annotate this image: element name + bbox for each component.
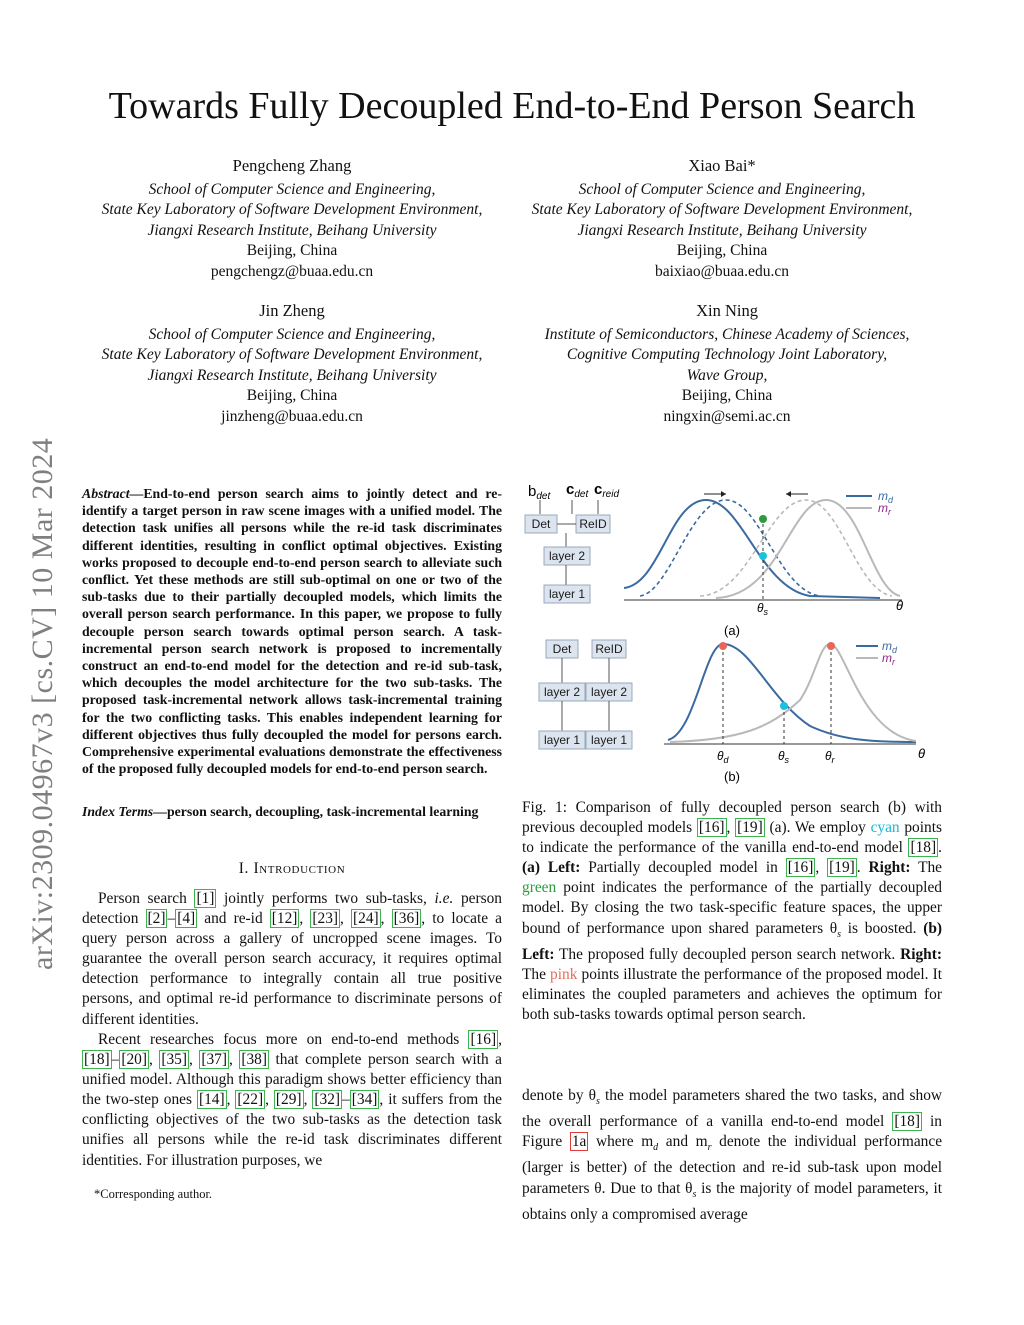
abstract-lead: Abstract	[82, 486, 130, 501]
text-run: points illustrate the performance of the proposed model. It eliminates the coupled parameters and achieves the optimum for both sub-tasks towards optimal person search.	[522, 965, 943, 1024]
right-column-paragraph	[522, 1086, 942, 1225]
section-number: I.	[238, 860, 249, 877]
citation-link[interactable]: [19]	[737, 819, 763, 837]
intro-paragraph-1: Person search [1] jointly performs two sub-tasks, i.e. person detection [2] – [4] and re-id [12] , [23] , [24] , [36] , to locate a query person across a gallery of uncropped scene images. To guarantee the overall person search accuracy, it requires optimal detection performance to integrally contain all true positive persons, and optimal re-id performance to discriminate persons of different identities.	[82, 890, 503, 1028]
section-title: Introduction	[253, 860, 346, 877]
diagram-b	[539, 640, 632, 749]
reid-block-label: ReID	[595, 642, 623, 656]
author-block-1	[82, 156, 502, 282]
pink-point-d	[719, 642, 727, 650]
theta-axis-label: θ	[918, 746, 926, 761]
citation-link[interactable]: [38]	[241, 1051, 268, 1069]
citation-link[interactable]: [32]	[314, 1091, 341, 1109]
text-run: Recent researches focus more on end-to-end methods	[98, 1031, 469, 1048]
citation-link[interactable]: [29]	[275, 1091, 302, 1109]
theta-s-label: $\theta_s$	[757, 601, 769, 617]
layer1-block-label: layer 1	[548, 587, 586, 601]
label-c-reid: $c_{reid}$	[594, 481, 620, 500]
plot-b	[664, 639, 925, 765]
md-curve	[668, 644, 916, 742]
text-run: .	[938, 839, 942, 857]
text-run: cyan	[870, 819, 900, 837]
citation-link[interactable]: [18]	[84, 1051, 110, 1069]
author-email: ningxin@semi.ac.cn	[663, 407, 791, 425]
author-block-3	[82, 301, 502, 427]
figure-caption: Fig. 1: Comparison of fully decoupled person search (b) with previous decoupled models [16] , [19] (a). We employ cyan points to indicate the performance of the vanilla end-to-end model [18] . (a) Left: Partially decoupled model in [16] , [19] . Right: The green point indicates the performance of the partially decoupled model. By closing the two task-specific feature spaces, the upper bound of performance upon shared parameters $\theta_s$ is boosted. (b) Left: The proposed fully decoupled person search network. Right: The pink points illustrate the performance of the proposed model. It eliminates the coupled parameters and achieves the optimum for both sub-tasks towards optimal person search.	[522, 799, 943, 1024]
citation-link[interactable]: [18]	[910, 839, 937, 857]
index-terms	[82, 803, 502, 820]
reid-block-label: ReID	[579, 517, 607, 531]
layer2-block-label: layer 2	[548, 549, 586, 563]
legend-md: $m_d$	[882, 639, 898, 655]
author-name: Pengcheng Zhang	[232, 156, 352, 175]
section-heading	[82, 860, 502, 878]
author-affiliation: School of Computer Science and Engineering,	[148, 180, 436, 198]
author-affiliation: Jiangxi Research Institute, Beihang University	[147, 366, 437, 384]
text-run: (a) Left:	[522, 859, 581, 877]
text-run: r	[707, 1142, 712, 1154]
det-block-label: Det	[531, 517, 551, 531]
text-run: –	[167, 910, 176, 928]
citation-link[interactable]: [1]	[196, 890, 215, 907]
abstract	[82, 485, 502, 777]
plot-a	[624, 489, 903, 617]
text-run: Person search	[98, 890, 195, 907]
text-run: is boosted.	[841, 919, 924, 937]
text-run: Right:	[868, 859, 911, 877]
paper-title: Towards Fully Decoupled End-to-End Person Search	[108, 85, 916, 127]
text-run: point indicates the performance of the partially decoupled model. By closing the two task-specific feature spaces, the upper bound of performance upon shared parameters θ	[522, 879, 942, 937]
text-run: where m	[588, 1133, 654, 1151]
diagram-a	[525, 500, 610, 603]
citation-link[interactable]: [12]	[271, 910, 298, 928]
author-affiliation: Jiangxi Research Institute, Beihang University	[577, 221, 867, 239]
text-run: (a). We employ	[764, 819, 871, 837]
figure-link[interactable]: 1a	[571, 1133, 587, 1151]
label-c-det: $c_{det}$	[566, 481, 589, 500]
mr-dashed-curve	[700, 500, 892, 596]
author-city: Beijing, China	[676, 242, 768, 259]
index-terms-lead: Index Terms	[82, 804, 154, 819]
text-run: Fig. 1: Comparison of fully decoupled person search (b) with previous decoupled models	[522, 799, 942, 837]
author-name: Xiao Bai*	[688, 156, 756, 175]
arxiv-stamp: arXiv:2309.04967v3 [cs.CV] 10 Mar 2024	[26, 437, 59, 970]
text-run: the model parameters shared the two tasks, and show the overall performance of a vanilla end-to-end model	[522, 1087, 943, 1131]
mr-curve	[670, 644, 916, 742]
citation-link[interactable]: [22]	[237, 1091, 264, 1109]
text-run: in Figure	[522, 1113, 942, 1151]
text-run: denote by θ	[522, 1087, 596, 1104]
text-run: is the majority of model parameters, it obtains only a compromised average	[522, 1179, 942, 1223]
citation-link[interactable]: [16]	[470, 1031, 497, 1048]
text-run: d	[653, 1142, 659, 1154]
intro-paragraph-2: Recent researches focus more on end-to-end methods [16] , [18] – [20] , [35] , [37] , [38] that complete person search with a unified model. Although this paradigm shows better efficiency than the two-step ones [14] , [22] , [29] , [32] – [34] , it suffers from the conflicting objectives of the two sub-tasks as the detection task unifies all persons while the re-id task discriminates different identities. For illustration purposes, we	[82, 1031, 503, 1169]
text-run: denote the individual performance (larger is better) of the detection and re-id sub-task upon model parameters θ. Due to that θ	[522, 1133, 943, 1197]
legend-mr: $m_r$	[878, 501, 891, 517]
author-email: pengchengz@buaa.edu.cn	[210, 262, 374, 280]
text-run: s	[837, 928, 842, 940]
citation-link[interactable]: [36]	[393, 910, 420, 928]
author-affiliation: State Key Laboratory of Software Development Environment,	[531, 201, 913, 218]
text-run: , to locate a query person across a gallery of uncropped scene images. To guarantee the overall person search accuracy, it requires optimal detection performance to integrally contain all true positive persons, and optimal re-id performance to discriminate persons of different identities.	[82, 910, 503, 1028]
text-run: , it suffers from the conflicting objectives of the two sub-tasks as the detection task unifies all persons while the re-id task discriminates different identities. For illustration purposes, we	[82, 1091, 503, 1169]
author-email: jinzheng@buaa.edu.cn	[221, 407, 363, 425]
citation-link[interactable]: [34]	[351, 1091, 378, 1109]
index-terms-body: —person search, decoupling, task-incremental learning	[153, 804, 479, 819]
text-run: i.e.	[434, 890, 454, 907]
text-run: .	[856, 859, 869, 877]
layer1-left-label: layer 1	[543, 733, 581, 747]
layer1-right-label: layer 1	[590, 733, 628, 747]
subfig-a-label: (a)	[724, 623, 740, 638]
arrow-head	[786, 491, 791, 497]
author-affiliation: State Key Laboratory of Software Development Environment,	[101, 346, 483, 363]
author-city: Beijing, China	[246, 242, 338, 259]
layer2-left-label: layer 2	[543, 685, 581, 699]
citation-link[interactable]: [37]	[201, 1051, 228, 1069]
text-run: Partially decoupled model in	[580, 859, 786, 877]
author-affiliation: Cognitive Computing Technology Joint Laboratory,	[566, 346, 888, 363]
text-run: person detection	[82, 890, 502, 928]
citation-link[interactable]: [18]	[894, 1113, 920, 1131]
text-run: pink	[550, 965, 578, 983]
label-b-det: $b_{det}$	[528, 483, 551, 502]
text-run: points to indicate the performance of the vanilla end-to-end model	[522, 819, 942, 857]
text-run: jointly performs two sub-tasks,	[216, 890, 435, 907]
author-affiliation: Wave Group,	[686, 366, 768, 384]
footnote: *Corresponding author.	[94, 1187, 213, 1201]
citation-link[interactable]: [23]	[312, 910, 339, 928]
citation-link[interactable]: [16]	[787, 859, 814, 877]
text-run: The	[910, 859, 943, 877]
mr-curve	[716, 500, 900, 598]
det-block-label: Det	[552, 642, 572, 656]
cyan-point	[780, 702, 788, 710]
cyan-point	[759, 552, 767, 560]
legend-mr: $m_r$	[882, 651, 895, 667]
abstract-body: —End-to-end person search aims to jointly detect and re-identify a target person in raw scene images with a unified model. The detection task unifies all persons while the re-id task discriminates different identities, resulting in conflict optimal objectives. Existing works proposed to decouple end-to-end person search to alleviate such conflict. Yet these methods are still sub-optimal on one or two of the sub-tasks due to their partially decoupled models, which limits the overall person search performance. In this paper, we propose to fully decouple person search towards optimal person search. A task-incremental person search network is proposed to incrementally construct an end-to-end model for the detection and re-id sub-task, which decouples the model architecture for the two sub-tasks. The proposed task-incremental network allows task-incremental training for the two conflicting tasks. This enables independent learning for different objectives thus fully decoupled the model for persons earch. Comprehensive experimental evaluations demonstrate the effectiveness of the proposed fully decoupled models for end-to-end person search.	[82, 486, 502, 777]
citation-link[interactable]: [20]	[121, 1051, 148, 1069]
citation-link[interactable]: [4]	[177, 910, 196, 928]
author-affiliation: Institute of Semiconductors, Chinese Academy of Sciences,	[544, 325, 910, 343]
arrow-head	[721, 491, 726, 497]
author-affiliation: School of Computer Science and Engineering,	[578, 180, 866, 198]
subfig-b-label: (b)	[724, 769, 740, 784]
citation-link[interactable]: [14]	[198, 1091, 225, 1109]
layer2-right-label: layer 2	[590, 685, 628, 699]
author-name: Xin Ning	[696, 301, 758, 320]
theta-d-label: $\theta_d$	[717, 749, 729, 765]
author-name: Jin Zheng	[259, 301, 325, 320]
text-run: and m	[658, 1133, 708, 1151]
text-run: s	[692, 1188, 697, 1200]
figure-1	[520, 478, 944, 790]
citation-link[interactable]: [35]	[161, 1051, 188, 1069]
citation-link[interactable]: [24]	[353, 910, 379, 928]
text-run: The proposed fully decoupled person search network.	[554, 945, 901, 963]
theta-axis-label: θ	[896, 598, 904, 613]
author-affiliation: School of Computer Science and Engineering,	[148, 325, 436, 343]
text-run: Right:	[900, 945, 942, 963]
text-run: green	[522, 879, 557, 897]
author-city: Beijing, China	[681, 387, 773, 404]
author-affiliation: Jiangxi Research Institute, Beihang University	[147, 221, 437, 239]
text-run: s	[596, 1096, 600, 1108]
text-run: (b) Left:	[522, 919, 942, 963]
text-run: that complete person search with a unified model. Although this paradigm shows better efficiency than the two-step ones	[82, 1051, 502, 1109]
author-block-4	[512, 301, 942, 427]
author-email: baixiao@buaa.edu.cn	[655, 262, 789, 280]
theta-r-label: $\theta_r$	[825, 749, 835, 765]
text-run: The	[522, 965, 551, 983]
citation-link[interactable]: [16]	[698, 819, 725, 837]
green-point	[759, 515, 767, 523]
author-block-2	[512, 156, 932, 282]
pink-point-r	[827, 642, 835, 650]
author-affiliation: State Key Laboratory of Software Development Environment,	[101, 201, 483, 218]
citation-link[interactable]: [2]	[147, 910, 166, 928]
legend-md: $m_d$	[878, 489, 894, 505]
theta-s-label: $\theta_s$	[778, 749, 790, 765]
author-city: Beijing, China	[246, 387, 338, 404]
text-run: and re-id	[197, 910, 270, 928]
citation-link[interactable]: [19]	[829, 859, 855, 877]
